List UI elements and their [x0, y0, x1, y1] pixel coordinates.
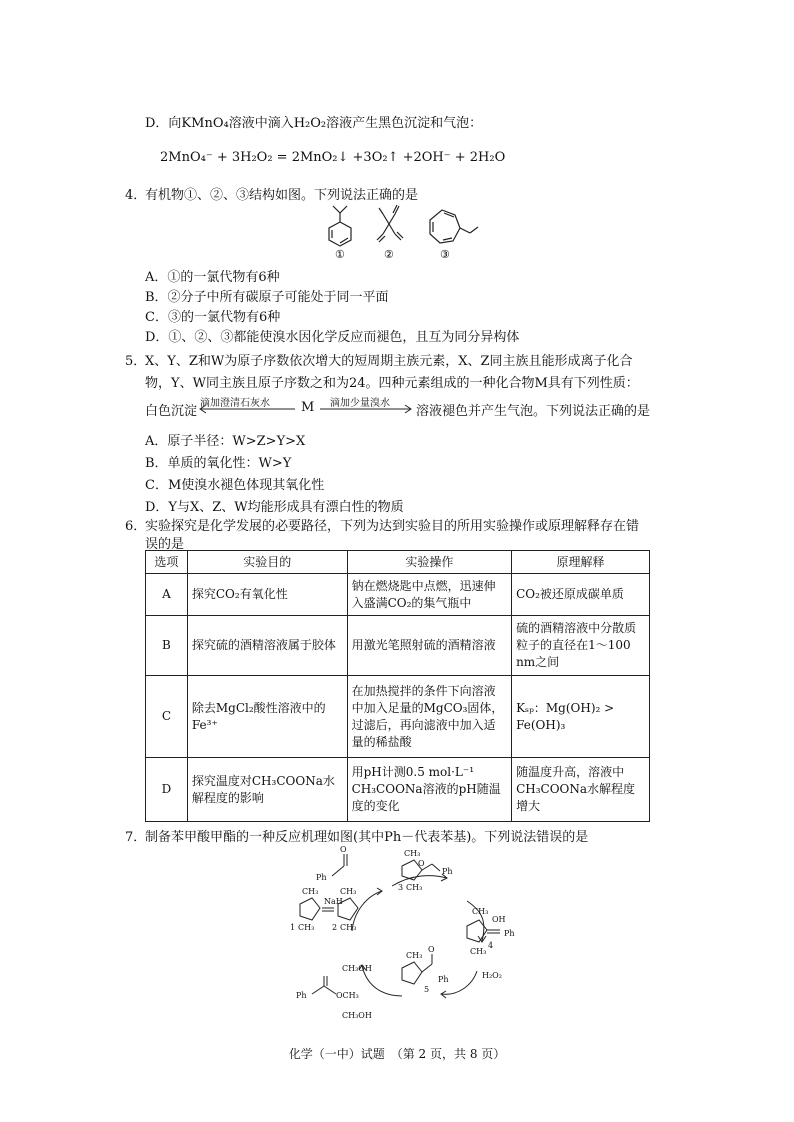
diagram-n3: 3 [398, 883, 404, 892]
page-footer: 化学（一中）试题 （第 2 页，共 8 页） [288, 1047, 506, 1061]
header-operation: 实验操作 [347, 551, 511, 574]
diagram-ch3-b: CH₃ [406, 883, 423, 892]
structure-2 [377, 205, 403, 242]
diagram-ch3oh-2: CH₃OH [342, 964, 372, 973]
q4-option-b: B．②分子中所有碳原子可能处于同一平面 [145, 290, 389, 305]
q7-number: 7． [125, 830, 147, 845]
label-2: ② [384, 248, 394, 261]
row-a-option: A [146, 574, 188, 616]
q5-right-text: 溶液褪色并产生气泡。下列说法正确的是 [416, 404, 651, 419]
q5-option-a: A．原子半径：W>Z>Y>X [145, 434, 306, 449]
diagram-ph-5: Ph [296, 991, 307, 1000]
structure-3 [430, 210, 478, 243]
diagram-ph-1: Ph [316, 873, 327, 882]
q5-option-b: B．单质的氧化性：W>Y [145, 456, 292, 471]
diagram-ch3-d: CH₃ [298, 923, 315, 932]
diagram-o-3: O [428, 945, 435, 954]
table-row [146, 616, 650, 676]
diagram-n4: 4 [488, 941, 494, 950]
row-a-explanation: CO₂被还原成碳单质 [512, 574, 650, 616]
row-b-explanation: 硫的酒精溶液中分散质粒子的直径在1～100 nm之间 [512, 616, 650, 676]
q4-option-c: C．③的一氯代物有6种 [145, 310, 281, 325]
diagram-ph-4: Ph [438, 975, 449, 984]
row-c-operation: 在加热搅拌的条件下向溶液中加入足量的MgCO₃固体，过滤后，再向滤液中加入适量的稀盐酸 [347, 676, 511, 758]
row-d-purpose: 探究温度对CH₃COONa水解程度的影响 [187, 758, 347, 822]
q5-number: 5． [125, 354, 147, 369]
q5-right-arrow [318, 404, 414, 414]
row-c-option: C [146, 676, 188, 758]
q5-compound-m: M [301, 400, 315, 415]
q6-stem-line2: 误的是 [145, 537, 185, 552]
q5-left-product: 白色沉淀 [145, 404, 198, 419]
header-explanation: 原理解释 [512, 551, 650, 574]
table-row [146, 676, 650, 758]
row-c-purpose: 除去MgCl₂酸性溶液中的Fe³⁺ [187, 676, 347, 758]
diagram-n5: 5 [424, 985, 430, 994]
label-3: ③ [440, 248, 450, 261]
row-c-explanation: Kₛₚ：Mg(OH)₂ > Fe(OH)₃ [512, 676, 650, 758]
label-1: ① [335, 248, 345, 261]
row-d-operation: 用pH计测0.5 mol·L⁻¹ CH₃COONa溶液的pH随温度的变化 [347, 758, 511, 822]
diagram-ch3oh: CH₃OH [342, 1011, 372, 1020]
header-purpose: 实验目的 [187, 551, 347, 574]
diagram-ch3-h: CH₃ [470, 947, 487, 956]
row-a-purpose: 探究CO₂有氧化性 [187, 574, 347, 616]
diagram-n2: 2 [332, 923, 338, 932]
diagram-ph-2: Ph [442, 867, 453, 876]
row-a-operation: 钠在燃烧匙中点燃，迅速伸入盛满CO₂的集气瓶中 [347, 574, 511, 616]
diagram-ch3-g: CH₃ [472, 907, 489, 916]
row-d-explanation: 随温度升高，溶液中CH₃COONa水解程度增大 [512, 758, 650, 822]
header-option: 选项 [146, 551, 188, 574]
q5-stem-line2: 物，Y、W同主族且原子序数之和为24。四种元素组成的一种化合物M具有下列性质： [145, 376, 639, 391]
q5-stem-line1: X、Y、Z和W为原子序数依次增大的短周期主族元素，X、Z同主族且能形成离子化合 [145, 354, 633, 369]
q6-stem-line1: 实验探究是化学发展的必要路径，下列为达到实验目的所用实验操作或原理解释存在错 [145, 519, 640, 534]
row-b-operation: 用激光笔照射硫的酒精溶液 [347, 616, 511, 676]
prev-option-d: D．向KMnO₄溶液中滴入H₂O₂溶液产生黑色沉淀和气泡： [145, 116, 483, 131]
q7-mechanism-diagram [282, 846, 572, 1036]
q5-right-arrow-label: 滴加少量溴水 [330, 398, 390, 409]
diagram-och3: OCH₃ [336, 991, 359, 1000]
q5-left-arrow [197, 404, 297, 414]
prev-option-d-equation: 2MnO₄⁻ + 3H₂O₂ = 2MnO₂↓ +3O₂↑ +2OH⁻ + 2H₂O [160, 150, 506, 165]
q6-table [145, 550, 650, 822]
table-row [146, 758, 650, 822]
table-header-row [146, 551, 650, 574]
q5-option-c: C．M使溴水褪色体现其氧化性 [145, 478, 325, 493]
structure-1 [329, 206, 351, 246]
diagram-ch3-i: CH₃ [406, 951, 423, 960]
diagram-o-1: O [340, 846, 347, 854]
diagram-o-2: O [418, 859, 425, 868]
q4-structures [300, 200, 500, 262]
diagram-ch3-c: CH₃ [302, 887, 319, 896]
diagram-ch3-f: CH₃ [340, 923, 357, 932]
diagram-oh: OH [492, 915, 506, 924]
row-d-option: D [146, 758, 188, 822]
q7-stem: 制备苯甲酸甲酯的一种反应机理如图(其中Ph－代表苯基)。下列说法错误的是 [145, 830, 589, 845]
diagram-ch3-e: CH₃ [340, 887, 357, 896]
diagram-h2o2: H₂O₂ [482, 971, 502, 980]
diagram-n1: 1 [290, 923, 296, 932]
diagram-ph-3: Ph [504, 929, 515, 938]
q4-option-a: A．①的一氯代物有6种 [145, 270, 280, 285]
diagram-ch3-a: CH₃ [404, 849, 421, 858]
row-b-purpose: 探究硫的酒精溶液属于胶体 [187, 616, 347, 676]
q4-option-d: D．①、②、③都能使溴水因化学反应而褪色，且互为同分异构体 [145, 330, 520, 345]
q4-number: 4． [125, 188, 147, 203]
q5-left-arrow-label: 滴加澄清石灰水 [200, 398, 270, 409]
table-row [146, 574, 650, 616]
row-b-option: B [146, 616, 188, 676]
q6-number: 6． [125, 519, 147, 534]
diagram-nah: NaH [324, 897, 343, 906]
q4-stem: 有机物①、②、③结构如图。下列说法正确的是 [145, 188, 419, 203]
q5-option-d: D．Y与X、Z、W均能形成具有漂白性的物质 [145, 500, 404, 515]
